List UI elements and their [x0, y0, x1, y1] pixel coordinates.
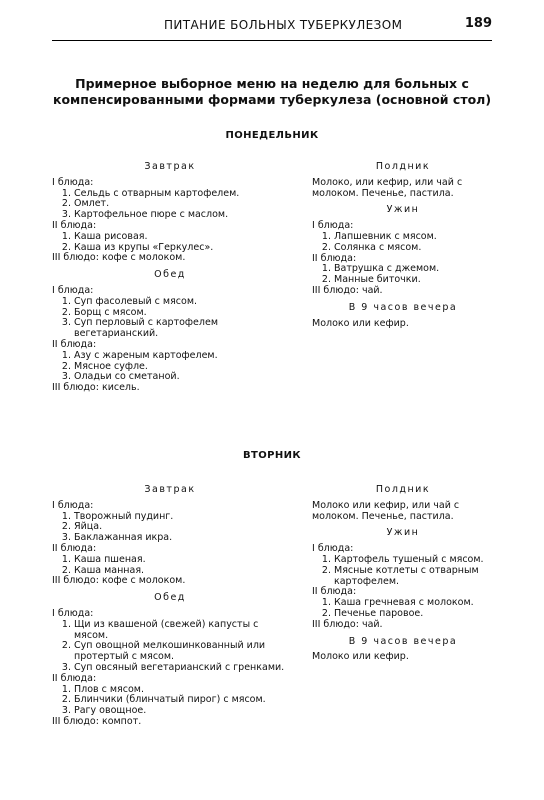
meal-header-dinner: Ужин [386, 204, 420, 216]
course-third-line: III блюдо: кисель. [52, 382, 140, 394]
tuesday-right-column [312, 485, 494, 663]
course-second-list [52, 685, 288, 717]
day-title-tuesday: ВТОРНИК [243, 450, 301, 461]
meal-header-evening: В 9 часов вечера [348, 635, 458, 647]
monday-left-column [52, 162, 288, 394]
dish-item: 2. Мясное суфле. [74, 362, 288, 373]
course-second-list [312, 264, 494, 286]
meal-header-lunch: Обед [154, 269, 186, 281]
dish-item: 3. Суп перловый с картофелем вегетарианский. [74, 318, 288, 340]
course-second-list [312, 598, 494, 620]
dish-item: 2. Блинчики (блинчатый пирог) с мясом. [74, 695, 288, 706]
course-second-label: II блюда: [52, 338, 97, 350]
dish-item: 2. Мясные котлеты с отварным картофелем. [334, 566, 494, 588]
dish-item: 2. Каша манная. [74, 566, 288, 577]
course-second-list [52, 351, 288, 383]
dish-item: 1. Плов с мясом. [74, 685, 288, 696]
course-first-list [312, 232, 494, 254]
course-second-list [52, 555, 288, 577]
course-first-list [312, 555, 494, 587]
dish-item: 2. Солянка с мясом. [334, 243, 494, 254]
course-first-label: I блюда: [52, 176, 94, 188]
meal-header-lunch: Обед [154, 592, 186, 604]
dish-item: 2. Каша из крупы «Геркулес». [74, 243, 288, 254]
dish-item: 1. Ватрушка с джемом. [334, 264, 494, 275]
dish-item: 3. Рагу овощное. [74, 706, 288, 717]
dish-item: 3. Баклажанная икра. [74, 533, 288, 544]
meal-header-evening: В 9 часов вечера [348, 301, 458, 313]
course-second-label: II блюда: [312, 252, 357, 264]
running-head [52, 16, 492, 41]
course-second-label: II блюда: [52, 542, 97, 554]
dish-item: 1. Каша гречневая с молоком. [334, 598, 494, 609]
meal-header-breakfast: Завтрак [144, 484, 196, 495]
course-third-line: III блюдо: компот. [52, 715, 142, 727]
course-first-label: I блюда: [52, 284, 94, 296]
course-third-line: III блюдо: кофе с молоком. [52, 252, 186, 264]
course-first-list [52, 189, 288, 221]
menu-title: Примерное выборное меню на неделю для больных с компенсированными формами туберкулеза (основной стол) [52, 76, 492, 107]
evening-text: Молоко или кефир. [312, 651, 409, 663]
snack-text: Молоко, или кефир, или чай с молоком. Печенье, пастила. [312, 176, 463, 199]
course-second-list [52, 232, 288, 254]
dish-item: 1. Картофель тушеный с мясом. [334, 555, 494, 566]
dish-item: 2. Борщ с мясом. [74, 308, 288, 319]
course-first-list [52, 620, 288, 674]
dish-item: 1. Лапшевник с мясом. [334, 232, 494, 243]
dish-item: 3. Картофельное пюре с маслом. [74, 210, 288, 221]
evening-text: Молоко или кефир. [312, 317, 409, 329]
dish-item: 2. Манные биточки. [334, 275, 494, 286]
monday-right-column [312, 162, 494, 329]
snack-text: Молоко или кефир, или чай с молоком. Печенье, пастила. [312, 499, 460, 522]
course-first-list [52, 512, 288, 544]
course-second-label: II блюда: [52, 219, 97, 231]
day-title-monday: ПОНЕДЕЛЬНИК [225, 130, 319, 141]
dish-item: 1. Творожный пудинг. [74, 512, 288, 523]
meal-header-snack: Полдник [375, 161, 431, 172]
dish-item: 1. Суп фасолевый с мясом. [74, 297, 288, 308]
course-third-line: III блюдо: чай. [312, 618, 383, 630]
dish-item: 3. Суп овсяный вегетарианский с гренками. [74, 663, 288, 674]
dish-item: 1. Каша рисовая. [74, 232, 288, 243]
meal-header-breakfast: Завтрак [144, 161, 196, 172]
dish-item: 3. Оладьи со сметаной. [74, 372, 288, 383]
course-first-label: I блюда: [312, 543, 354, 555]
course-second-label: II блюда: [312, 586, 357, 598]
dish-item: 2. Омлет. [74, 199, 288, 210]
course-third-line: III блюдо: кофе с молоком. [52, 575, 186, 587]
course-first-label: I блюда: [52, 499, 94, 511]
course-third-line: III блюдо: чай. [312, 284, 383, 296]
dish-item: 2. Яйца. [74, 522, 288, 533]
page-number: 189 [464, 16, 492, 31]
dish-item: 1. Азу с жареным картофелем. [74, 351, 288, 362]
dish-item: 1. Каша пшеная. [74, 555, 288, 566]
tuesday-left-column [52, 485, 288, 728]
course-first-label: I блюда: [52, 607, 94, 619]
course-first-list [52, 297, 288, 340]
running-head-title: ПИТАНИЕ БОЛЬНЫХ ТУБЕРКУЛЕЗОМ [164, 18, 403, 32]
dish-item: 1. Щи из квашеной (свежей) капусты с мясом. [74, 620, 288, 642]
dish-item: 2. Суп овощной мелкошинкованный или протертый с мясом. [74, 641, 288, 663]
course-second-label: II блюда: [52, 672, 97, 684]
course-first-label: I блюда: [312, 220, 354, 232]
dish-item: 1. Сельдь с отварным картофелем. [74, 189, 288, 200]
meal-header-dinner: Ужин [386, 527, 420, 539]
meal-header-snack: Полдник [375, 484, 431, 495]
dish-item: 2. Печенье паровое. [334, 609, 494, 620]
